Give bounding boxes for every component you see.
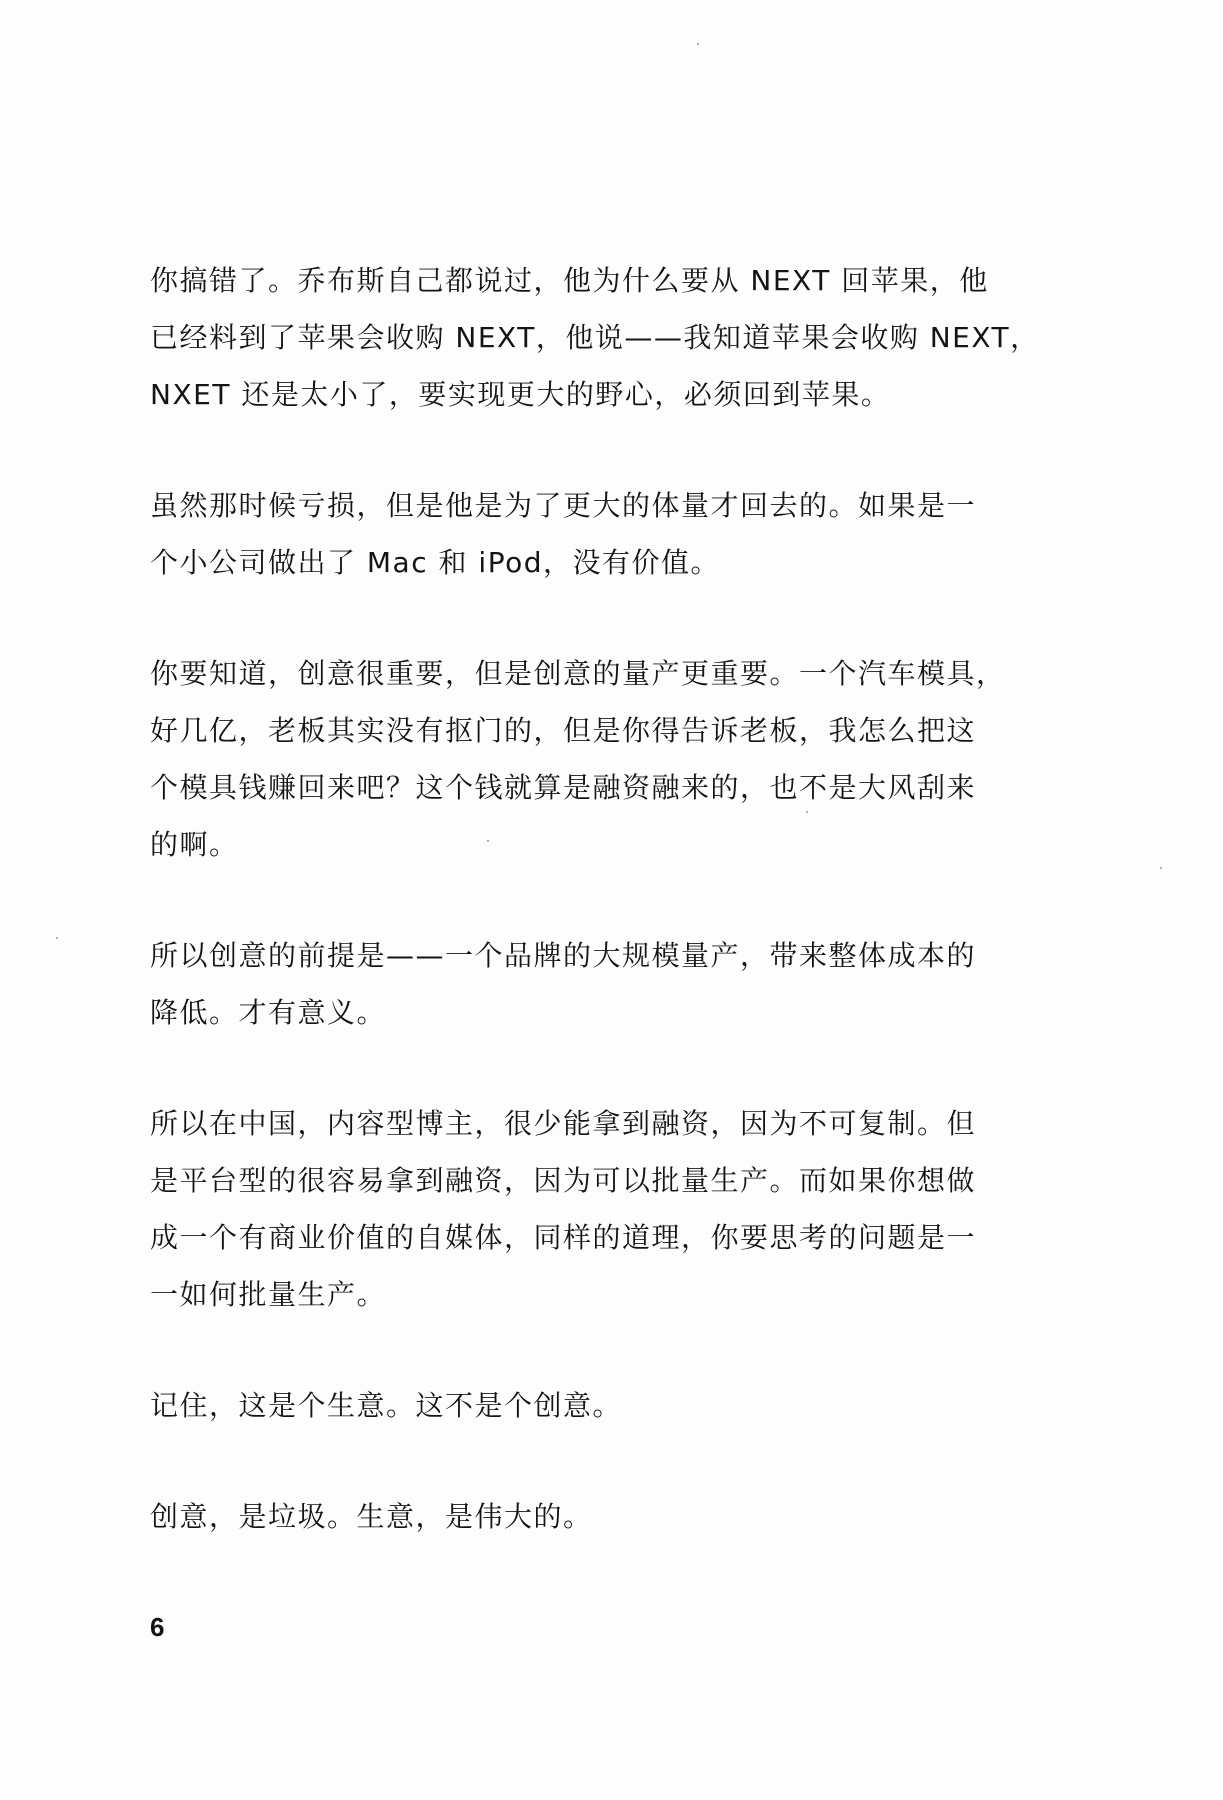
scan-speck xyxy=(487,840,489,842)
paragraph-2 xyxy=(150,477,980,591)
paragraph-line: 一如何批量生产。 xyxy=(150,1278,387,1311)
paragraph-4 xyxy=(150,927,980,1041)
paragraph-line: 创意，是垃圾。生意，是伟大的。 xyxy=(150,1500,593,1533)
paragraph-line: 所以在中国，内容型博主，很少能拿到融资，因为不可复制。但 xyxy=(150,1107,977,1140)
paragraph-6 xyxy=(150,1377,980,1434)
paragraph-line: 已经料到了苹果会收购 NEXT，他说——我知道苹果会收购 NEXT， xyxy=(150,321,1040,354)
paragraph-line: 成一个有商业价值的自媒体，同样的道理，你要思考的问题是一 xyxy=(150,1221,977,1254)
paragraph-line: 是平台型的很容易拿到融资，因为可以批量生产。而如果你想做 xyxy=(150,1164,977,1197)
scan-speck xyxy=(1160,867,1162,869)
paragraph-line: NXET 还是太小了，要实现更大的野心，必须回到苹果。 xyxy=(150,378,891,411)
paragraph-line: 个小公司做出了 Mac 和 iPod，没有价值。 xyxy=(150,546,720,579)
paragraph-7 xyxy=(150,1488,980,1545)
paragraph-3 xyxy=(150,645,1006,873)
paragraph-5 xyxy=(150,1095,980,1323)
paragraph-line: 所以创意的前提是——一个品牌的大规模量产，带来整体成本的 xyxy=(150,939,977,972)
paragraph-line: 好几亿，老板其实没有抠门的，但是你得告诉老板，我怎么把这 xyxy=(150,714,977,747)
paragraph-line: 降低。才有意义。 xyxy=(150,996,387,1029)
paragraph-line: 你要知道，创意很重要，但是创意的量产更重要。一个汽车模具， xyxy=(150,657,1006,690)
paragraph-line: 你搞错了。乔布斯自己都说过，他为什么要从 NEXT 回苹果，他 xyxy=(150,264,989,297)
paragraph-line: 记住，这是个生意。这不是个创意。 xyxy=(150,1389,623,1422)
scan-speck xyxy=(697,43,699,45)
paragraph-line: 虽然那时候亏损，但是他是为了更大的体量才回去的。如果是一 xyxy=(150,489,977,522)
page-number: 6 xyxy=(150,1612,165,1642)
scan-speck xyxy=(806,811,808,813)
body-text xyxy=(150,252,1040,1599)
paragraph-line: 的啊。 xyxy=(150,828,239,861)
paragraph-1 xyxy=(150,252,1040,423)
scan-speck xyxy=(56,937,58,939)
paragraph-line: 个模具钱赚回来吧？这个钱就算是融资融来的，也不是大风刮来 xyxy=(150,771,977,804)
